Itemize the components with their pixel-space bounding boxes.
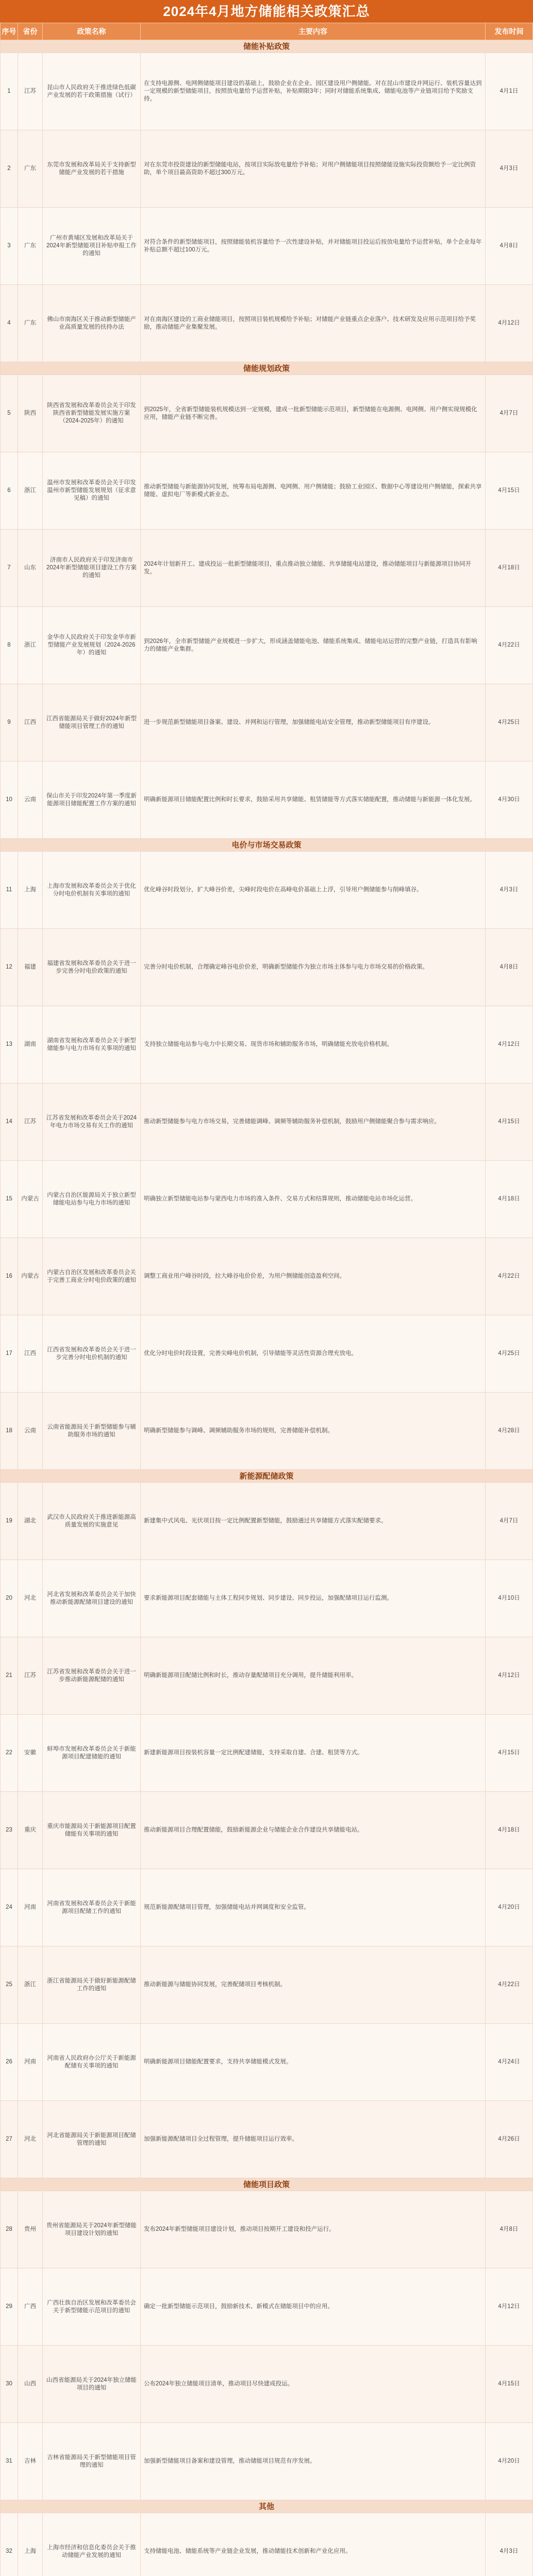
cell-date: 4月8日 [486,929,533,1006]
cell-index: 4 [1,285,18,362]
cell-policy-name: 保山市关于印发2024年第一季度新能源项目储能配置工作方案的通知 [43,761,141,839]
cell-policy-name: 江苏省发展和改革委员会关于进一步推动新能源配储的通知 [43,1637,141,1715]
cell-province: 浙江 [18,607,43,684]
cell-province: 江西 [18,684,43,761]
cell-policy-name: 江苏省发展和改革委员会关于2024年电力市场交易有关工作的通知 [43,1083,141,1161]
cell-policy-name: 昆山市人民政府关于推进绿色低碳产业发展的若干政策措施（试行） [43,53,141,130]
cell-main-content: 推动新能源项目合理配置储能，鼓励新能源企业与储能企业合作建设共享储能电站。 [141,1792,486,1869]
cell-main-content: 2024年计划新开工、建成投运一批新型储能项目，重点推动独立储能、共享储能电站建设，推动储能项目与新能源项目协同开发。 [141,530,486,607]
header-policy-name: 政策名称 [43,23,141,40]
cell-policy-name: 云南省能源局关于新型储能参与辅助服务市场的通知 [43,1393,141,1470]
cell-policy-name: 福建省发展和改革委员会关于进一步完善分时电价政策的通知 [43,929,141,1006]
table-row [1,1238,533,1315]
page-title: 2024年4月地方储能相关政策汇总 [0,0,533,23]
header-date: 发布时间 [486,23,533,40]
cell-main-content: 支持独立储能电站参与电力中长期交易、现货市场和辅助服务市场，明确储能充放电价格机制。 [141,1006,486,1083]
cell-date: 4月22日 [486,1946,533,2024]
cell-date: 4月15日 [486,452,533,530]
table-row [1,1869,533,1946]
cell-policy-name: 武汉市人民政府关于推进新能源高质量发展的实施意见 [43,1483,141,1560]
cell-main-content: 明确新能源项目储能配置要求，支持共享储能模式发展。 [141,2024,486,2101]
cell-date: 4月12日 [486,1637,533,1715]
cell-policy-name: 内蒙古自治区能源局关于独立新型储能电站参与电力市场的通知 [43,1161,141,1238]
policy-table [0,23,533,2576]
table-row [1,929,533,1006]
cell-province: 河北 [18,2101,43,2178]
table-row [1,1083,533,1161]
table-row [1,2101,533,2178]
cell-policy-name: 吉林省能源局关于新型储能项目管理的通知 [43,2423,141,2500]
cell-date: 4月3日 [486,852,533,929]
table-row [1,1483,533,1560]
cell-policy-name: 佛山市南海区关于推动新型储能产业高质量发展的扶持办法 [43,285,141,362]
cell-policy-name: 湖南省发展和改革委员会关于新型储能参与电力市场有关事项的通知 [43,1006,141,1083]
cell-main-content: 对符合条件的新型储能项目，按照储能装机容量给予一次性建设补贴，并对储能项目投运后按放电量给予运营补贴，单个企业每年补贴总额不超过100万元。 [141,208,486,285]
cell-province: 贵州 [18,2191,43,2268]
cell-province: 吉林 [18,2423,43,2500]
table-row [1,452,533,530]
cell-main-content: 明确新能源项目储能配置比例和时长要求，鼓励采用共享储能、租赁储能等方式落实储能配置，推动储能与新能源一体化发展。 [141,761,486,839]
cell-policy-name: 上海市经济和信息化委员会关于推动储能产业发展的通知 [43,2513,141,2576]
cell-policy-name: 广西壮族自治区发展和改革委员会关于新型储能示范项目的通知 [43,2268,141,2346]
table-row [1,2513,533,2576]
cell-province: 内蒙古 [18,1238,43,1315]
section-title: 储能项目政策 [1,2178,533,2191]
cell-main-content: 对在东莞市投资建设的新型储能电站，按项目实际放电量给予补贴；对用户侧储能项目按照储能设施实际投资额给予一定比例资助，单个项目最高资助不超过300万元。 [141,130,486,208]
cell-date: 4月7日 [486,375,533,452]
table-row [1,53,533,130]
table-row [1,285,533,362]
cell-policy-name: 广州市黄埔区发展和改革局关于2024年新型储能项目补贴申报工作的通知 [43,208,141,285]
cell-policy-name: 内蒙古自治区发展和改革委员会关于完善工商业分时电价政策的通知 [43,1238,141,1315]
cell-policy-name: 河南省发展和改革委员会关于新能源项目配储工作的通知 [43,1869,141,1946]
cell-date: 4月12日 [486,285,533,362]
table-row [1,208,533,285]
cell-policy-name: 河北省发展和改革委员会关于加快推动新能源配储项目建设的通知 [43,1560,141,1637]
table-row [1,1946,533,2024]
cell-main-content: 支持储能电池、储能系统等产业链企业发展，推动储能技术创新和产业化应用。 [141,2513,486,2576]
cell-date: 4月20日 [486,1869,533,1946]
cell-policy-name: 重庆市能源局关于新能源项目配置储能有关事项的通知 [43,1792,141,1869]
table-row [1,1161,533,1238]
table-row [1,1006,533,1083]
cell-index: 7 [1,530,18,607]
cell-province: 云南 [18,761,43,839]
cell-main-content: 确定一批新型储能示范项目，鼓励新技术、新模式在储能项目中的应用。 [141,2268,486,2346]
cell-index: 32 [1,2513,18,2576]
table-row [1,761,533,839]
cell-index: 21 [1,1637,18,1715]
section-header-row [1,40,533,53]
table-row [1,607,533,684]
cell-main-content: 要求新能源项目配套储能与主体工程同步规划、同步建设、同步投运，加强配储项目运行监测。 [141,1560,486,1637]
cell-index: 29 [1,2268,18,2346]
cell-policy-name: 蚌埠市发展和改革委员会关于新能源项目配建储能的通知 [43,1715,141,1792]
cell-index: 8 [1,607,18,684]
cell-index: 27 [1,2101,18,2178]
cell-date: 4月8日 [486,208,533,285]
cell-date: 4月18日 [486,1792,533,1869]
cell-province: 广东 [18,130,43,208]
table-row [1,2191,533,2268]
table-row [1,1637,533,1715]
cell-index: 11 [1,852,18,929]
cell-index: 30 [1,2346,18,2423]
section-title: 其他 [1,2500,533,2513]
cell-province: 湖南 [18,1006,43,1083]
cell-province: 上海 [18,2513,43,2576]
cell-province: 安徽 [18,1715,43,1792]
table-row [1,1792,533,1869]
cell-date: 4月18日 [486,1161,533,1238]
table-row [1,2423,533,2500]
cell-province: 江苏 [18,1637,43,1715]
cell-index: 25 [1,1946,18,2024]
cell-date: 4月15日 [486,1083,533,1161]
cell-policy-name: 河北省能源局关于新能源项目配储管理的通知 [43,2101,141,2178]
cell-date: 4月15日 [486,2346,533,2423]
cell-date: 4月15日 [486,1715,533,1792]
cell-date: 4月25日 [486,684,533,761]
cell-date: 4月25日 [486,1315,533,1393]
cell-province: 浙江 [18,452,43,530]
section-header-row [1,2178,533,2191]
table-row [1,2346,533,2423]
section-header-row [1,362,533,375]
cell-index: 5 [1,375,18,452]
cell-index: 15 [1,1161,18,1238]
cell-date: 4月3日 [486,130,533,208]
cell-policy-name: 江西省发展和改革委员会关于进一步完善分时电价机制的通知 [43,1315,141,1393]
cell-main-content: 新建新能源项目按装机容量一定比例配建储能，支持采取自建、合建、租赁等方式。 [141,1715,486,1792]
cell-main-content: 推动新型储能参与电力市场交易，完善储能调峰、调频等辅助服务补偿机制，鼓励用户侧储能聚合参与需求响应。 [141,1083,486,1161]
cell-policy-name: 上海市发展和改革委员会关于优化分时电价机制有关事项的通知 [43,852,141,929]
cell-main-content: 到2025年，全省新型储能装机规模达到一定规模，建成一批新型储能示范项目，新型储能在电源侧、电网侧、用户侧实现规模化应用，储能产业链不断完善。 [141,375,486,452]
cell-date: 4月8日 [486,2191,533,2268]
cell-index: 28 [1,2191,18,2268]
cell-province: 山东 [18,530,43,607]
cell-main-content: 完善分时电价机制，合理确定峰谷电价价差，明确新型储能作为独立市场主体参与电力市场交易的价格政策。 [141,929,486,1006]
cell-policy-name: 贵州省能源局关于2024年新型储能项目建设计划的通知 [43,2191,141,2268]
cell-main-content: 加强新型储能项目备案和建设管理，推动储能项目规范有序发展。 [141,2423,486,2500]
cell-policy-name: 江西省能源局关于做好2024年新型储能项目管理工作的通知 [43,684,141,761]
section-title: 储能规划政策 [1,362,533,375]
cell-province: 上海 [18,852,43,929]
cell-province: 广东 [18,285,43,362]
cell-province: 云南 [18,1393,43,1470]
cell-main-content: 调整工商业用户峰谷时段，拉大峰谷电价价差，为用户侧储能创造盈利空间。 [141,1238,486,1315]
section-title: 电价与市场交易政策 [1,839,533,852]
table-body [1,40,533,2576]
cell-province: 广西 [18,2268,43,2346]
cell-province: 湖北 [18,1483,43,1560]
cell-date: 4月7日 [486,1483,533,1560]
cell-date: 4月10日 [486,1560,533,1637]
cell-main-content: 公布2024年独立储能项目清单，推动项目尽快建成投运。 [141,2346,486,2423]
cell-main-content: 对在南海区建设的工商业储能项目，按照项目装机规模给予补贴；对储能产业链重点企业落户、技术研发及应用示范项目给予奖励，推动储能产业集聚发展。 [141,285,486,362]
table-row [1,1560,533,1637]
cell-main-content: 明确新能源项目配储比例和时长，推动存量配储项目充分调用，提升储能利用率。 [141,1637,486,1715]
cell-main-content: 在支持电源侧、电网侧储能项目建设的基础上，鼓励企业在企业、园区建设用户侧储能。对在昆山市建设并网运行、装机容量达到一定规模的新型储能项目，按照放电量给予运营补贴，补贴期限3年；同时对储能系统集成、储能电池等产业链项目给予奖励支持。 [141,53,486,130]
table-row [1,375,533,452]
cell-province: 江苏 [18,1083,43,1161]
cell-index: 2 [1,130,18,208]
cell-main-content: 加强新能源配储项目全过程管理，提升储能项目运行效率。 [141,2101,486,2178]
cell-policy-name: 金华市人民政府关于印发金华市新型储能产业发展规划（2024-2026年）的通知 [43,607,141,684]
table-header-row [1,23,533,40]
table-row [1,530,533,607]
header-main-content: 主要内容 [141,23,486,40]
cell-index: 19 [1,1483,18,1560]
cell-index: 17 [1,1315,18,1393]
cell-province: 重庆 [18,1792,43,1869]
table-row [1,684,533,761]
cell-index: 31 [1,2423,18,2500]
cell-main-content: 发布2024年新型储能项目建设计划，推动项目按期开工建设和投产运行。 [141,2191,486,2268]
cell-index: 26 [1,2024,18,2101]
cell-date: 4月22日 [486,607,533,684]
table-row [1,130,533,208]
cell-province: 山西 [18,2346,43,2423]
cell-date: 4月12日 [486,1006,533,1083]
cell-date: 4月24日 [486,2024,533,2101]
cell-policy-name: 温州市发展和改革委员会关于印发温州市新型储能发展规划（征求意见稿）的通知 [43,452,141,530]
cell-province: 福建 [18,929,43,1006]
cell-date: 4月3日 [486,2513,533,2576]
cell-policy-name: 济南市人民政府关于印发济南市2024年新型储能项目建设工作方案的通知 [43,530,141,607]
cell-index: 10 [1,761,18,839]
cell-province: 河南 [18,1869,43,1946]
cell-main-content: 推动新能源与储能协同发展，完善配储项目考核机制。 [141,1946,486,2024]
cell-province: 内蒙古 [18,1161,43,1238]
cell-policy-name: 陕西省发展和改革委员会关于印发陕西省新型储能发展实施方案（2024-2025年）的通知 [43,375,141,452]
header-province: 省份 [18,23,43,40]
cell-province: 河南 [18,2024,43,2101]
cell-policy-name: 东莞市发展和改革局关于支持新型储能产业发展的若干措施 [43,130,141,208]
cell-index: 14 [1,1083,18,1161]
cell-main-content: 推动新型储能与新能源协同发展，统筹布局电源侧、电网侧、用户侧储能；鼓励工业园区、数据中心等建设用户侧储能，探索共享储能、虚拟电厂等新模式新业态。 [141,452,486,530]
cell-province: 河北 [18,1560,43,1637]
cell-date: 4月22日 [486,1238,533,1315]
header-index: 序号 [1,23,18,40]
cell-main-content: 优化峰谷时段划分，扩大峰谷价差，尖峰时段电价在高峰电价基础上上浮，引导用户侧储能参与削峰填谷。 [141,852,486,929]
cell-index: 3 [1,208,18,285]
cell-main-content: 新建集中式风电、光伏项目按一定比例配置新型储能，鼓励通过共享储能方式落实配储要求。 [141,1483,486,1560]
cell-province: 陕西 [18,375,43,452]
cell-date: 4月20日 [486,2423,533,2500]
section-header-row [1,839,533,852]
cell-index: 13 [1,1006,18,1083]
cell-index: 6 [1,452,18,530]
cell-province: 江西 [18,1315,43,1393]
cell-index: 20 [1,1560,18,1637]
cell-main-content: 明确独立新型储能电站参与蒙西电力市场的准入条件、交易方式和结算规则，推动储能电站市场化运营。 [141,1161,486,1238]
section-header-row [1,1470,533,1483]
table-row [1,1393,533,1470]
cell-index: 12 [1,929,18,1006]
cell-main-content: 到2026年，全市新型储能产业规模进一步扩大，形成涵盖储能电池、储能系统集成、储能电站运营的完整产业链，打造具有影响力的储能产业集群。 [141,607,486,684]
section-title: 储能补贴政策 [1,40,533,53]
cell-main-content: 优化分时电价时段设置，完善尖峰电价机制，引导储能等灵活性资源合理充放电。 [141,1315,486,1393]
table-row [1,2024,533,2101]
cell-main-content: 进一步规范新型储能项目备案、建设、并网和运行管理，加强储能电站安全管理，推动新型储能项目有序建设。 [141,684,486,761]
cell-province: 广东 [18,208,43,285]
table-row [1,2268,533,2346]
cell-index: 24 [1,1869,18,1946]
cell-policy-name: 浙江省能源局关于做好新能源配储工作的通知 [43,1946,141,2024]
cell-date: 4月1日 [486,53,533,130]
cell-date: 4月28日 [486,1393,533,1470]
cell-index: 18 [1,1393,18,1470]
cell-policy-name: 河南省人民政府办公厅关于新能源配储有关事项的通知 [43,2024,141,2101]
cell-date: 4月30日 [486,761,533,839]
cell-index: 9 [1,684,18,761]
cell-main-content: 规范新能源配储项目管理，加强储能电站并网调度和安全监管。 [141,1869,486,1946]
cell-policy-name: 山西省能源局关于2024年独立储能项目的通知 [43,2346,141,2423]
cell-index: 23 [1,1792,18,1869]
table-row [1,852,533,929]
cell-date: 4月12日 [486,2268,533,2346]
table-row [1,1715,533,1792]
cell-index: 22 [1,1715,18,1792]
cell-province: 江苏 [18,53,43,130]
cell-main-content: 明确新型储能参与调峰、调频辅助服务市场的规则，完善储能补偿机制。 [141,1393,486,1470]
cell-index: 16 [1,1238,18,1315]
cell-province: 浙江 [18,1946,43,2024]
table-row [1,1315,533,1393]
cell-date: 4月26日 [486,2101,533,2178]
cell-date: 4月18日 [486,530,533,607]
section-title: 新能源配储政策 [1,1470,533,1483]
cell-index: 1 [1,53,18,130]
section-header-row [1,2500,533,2513]
